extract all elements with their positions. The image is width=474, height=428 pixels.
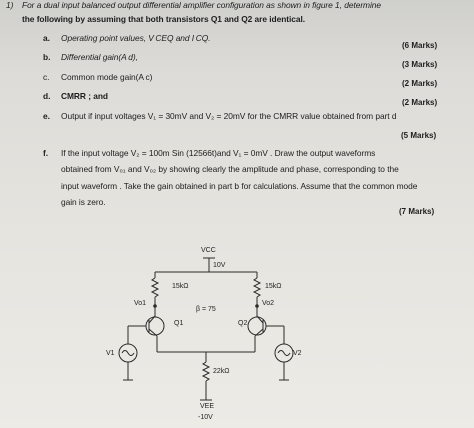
re-label: 22kΩ	[213, 368, 230, 375]
part-b-text: Differential gain(A d),	[61, 52, 138, 62]
part-c-text: Common mode gain(A c)	[61, 72, 153, 82]
beta-label: β = 75	[196, 306, 216, 313]
part-c-marks: (2 Marks)	[402, 79, 438, 88]
part-a-text: Operating point values, V CEQ and I CQ.	[61, 33, 211, 43]
part-d-text: CMRR ; and	[61, 91, 108, 101]
rc1-label: 15kΩ	[172, 283, 189, 290]
part-f-line3: input waveform . Take the gain obtained in part b for calculations. Assume that the common mode	[61, 181, 418, 191]
part-f-line2: obtained from V₀₁ and V₀₂ by showing clearly the amplitude and phase, corresponding to the	[61, 164, 399, 174]
v1-label: V1	[106, 350, 115, 357]
part-f-marks: (7 Marks)	[399, 207, 435, 216]
rc2-resistor	[254, 278, 260, 297]
re-resistor	[203, 362, 209, 381]
q2-label: Q2	[238, 320, 248, 327]
part-e-text: Output if input voltages V₁ = 30mV and V₂ = 20mV for the CMRR value obtained from part d	[61, 111, 397, 121]
vee-label: VEE	[200, 403, 215, 410]
vo2-node	[255, 304, 259, 308]
part-b-letter: b.	[43, 52, 51, 62]
q1-label: Q1	[174, 320, 184, 327]
vo1-node	[153, 304, 157, 308]
rc1-resistor	[152, 278, 158, 297]
part-d-marks: (2 Marks)	[402, 98, 438, 107]
vo1-label: Vo1	[134, 300, 147, 307]
question-intro-line2: the following by assuming that both transistors Q1 and Q2 are identical.	[22, 14, 306, 24]
part-e-marks: (5 Marks)	[401, 131, 437, 140]
vcc-value: 10V	[213, 262, 226, 269]
part-f-letter: f.	[43, 148, 49, 158]
part-d-letter: d.	[43, 91, 51, 101]
part-e-letter: e.	[43, 111, 50, 121]
rc2-label: 15kΩ	[265, 283, 282, 290]
part-a-letter: a.	[43, 33, 50, 43]
vcc-label: VCC	[201, 247, 216, 254]
part-b-marks: (3 Marks)	[402, 60, 438, 69]
vo2-label: Vo2	[262, 300, 275, 307]
question-intro-line1: For a dual input balanced output differential amplifier configuration as shown in figure 1, determine	[22, 0, 382, 10]
vee-value: -10V	[198, 414, 213, 421]
question-number: 1)	[6, 0, 14, 10]
part-f-line1: If the input voltage V₂ = 100m Sin (12566t)and V₁ = 0mV . Draw the output waveforms	[61, 148, 376, 158]
part-a-marks: (6 Marks)	[402, 41, 438, 50]
part-f-line4: gain is zero.	[61, 197, 106, 207]
v2-label: V2	[293, 350, 302, 357]
part-c-letter: c.	[43, 72, 50, 82]
